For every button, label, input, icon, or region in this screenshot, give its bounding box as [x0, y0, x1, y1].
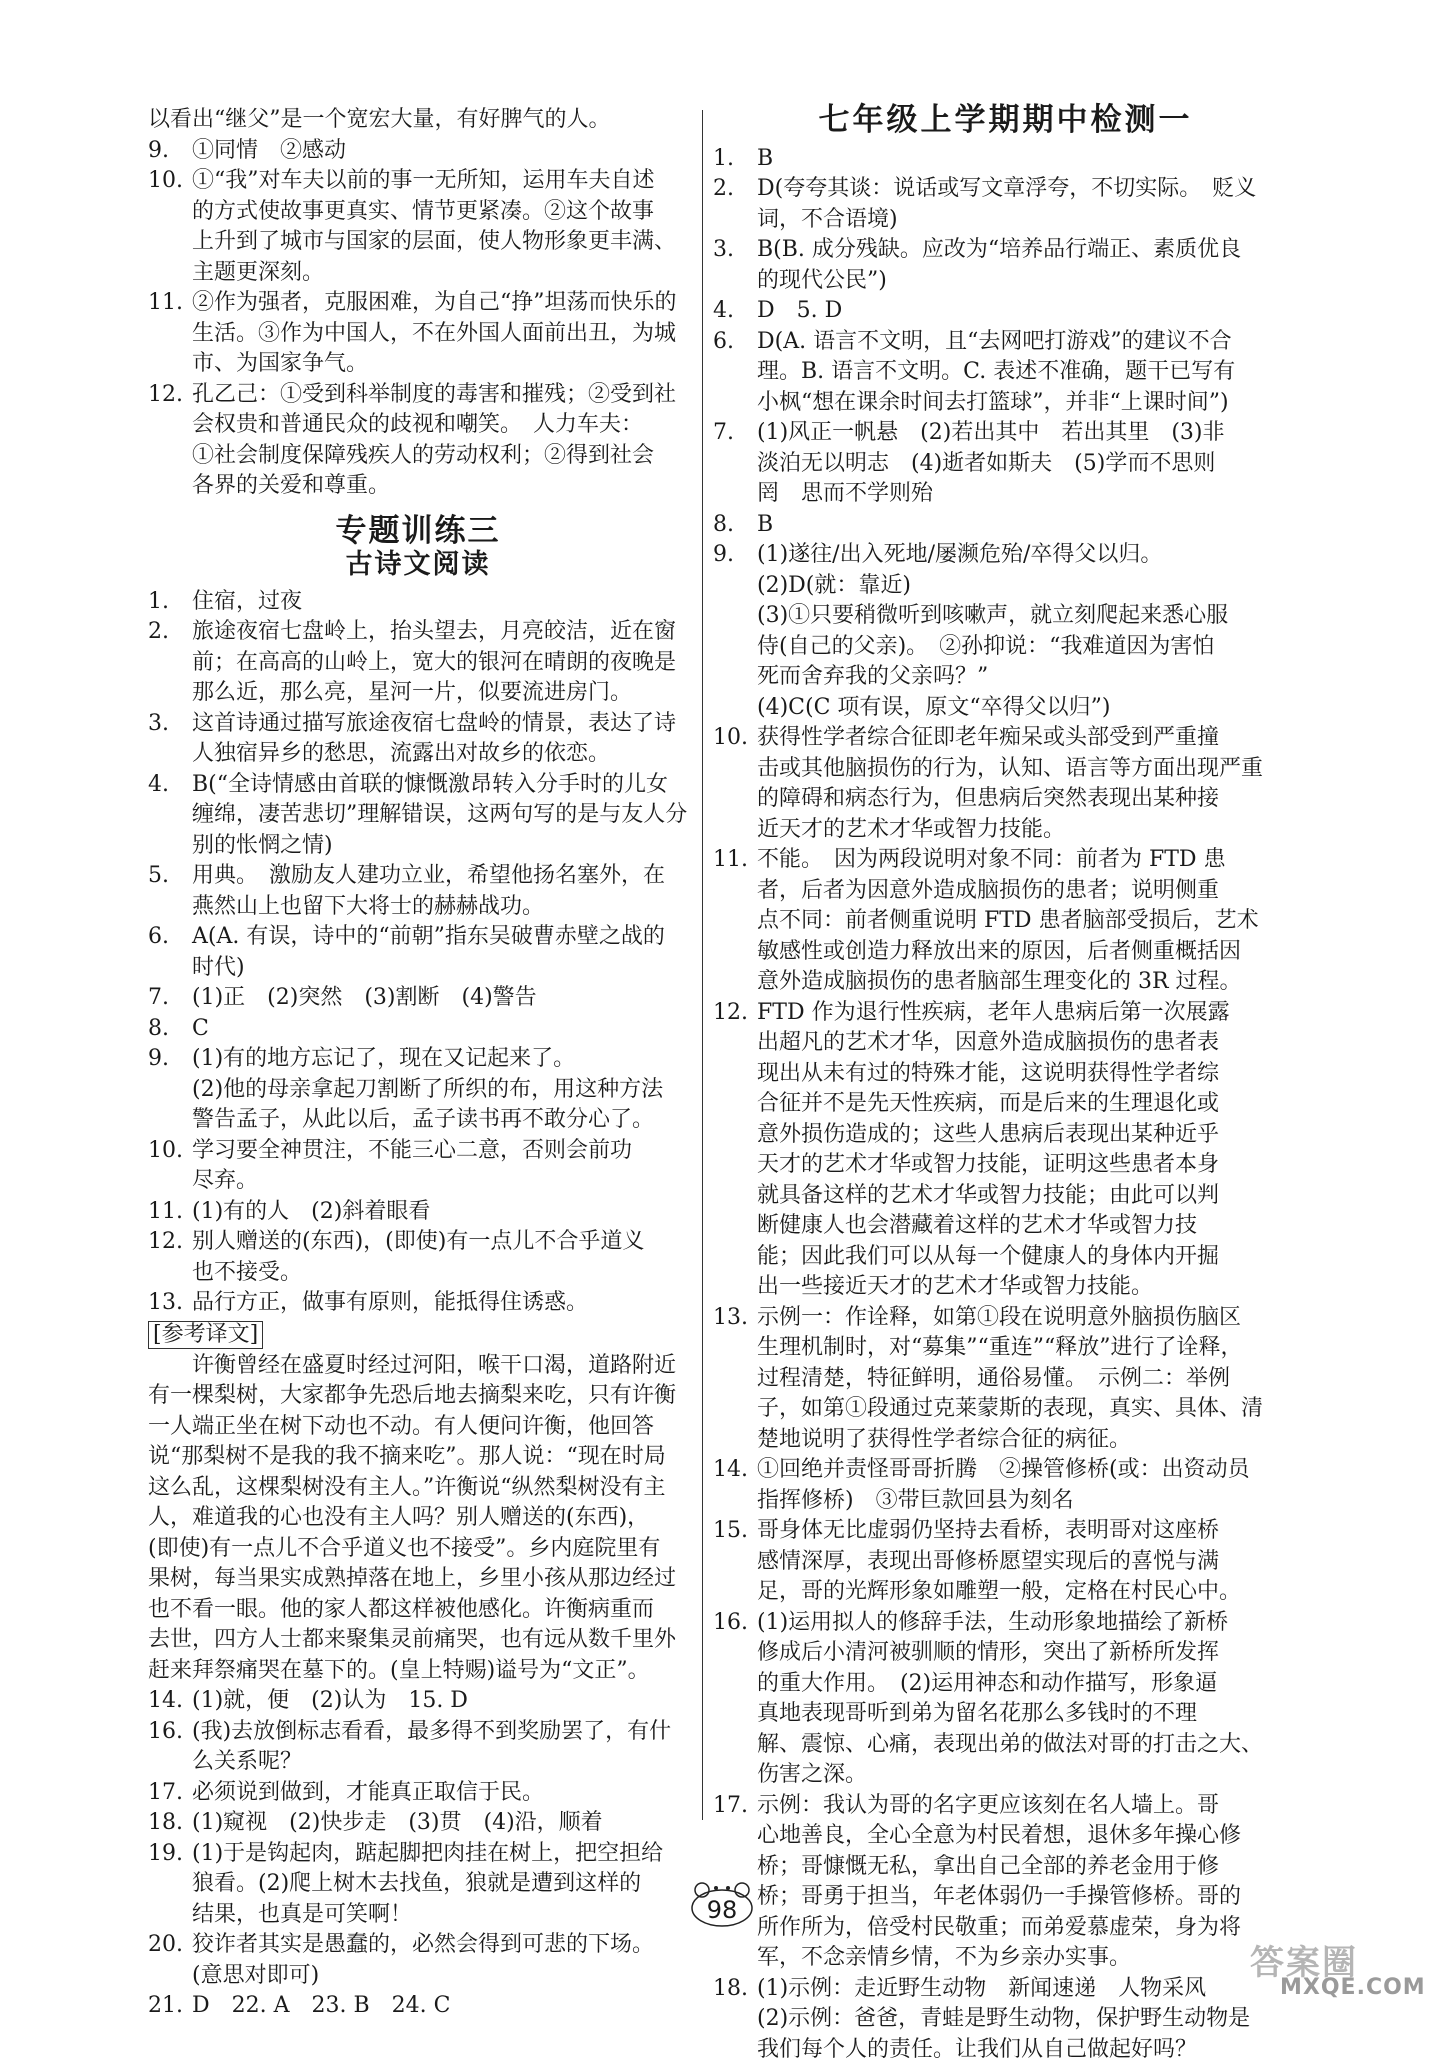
answer-item	[148, 861, 688, 922]
answer-line: 理。B. 语言不文明。C. 表述不准确，题干已写有	[757, 357, 1298, 388]
answer-item	[713, 296, 1298, 327]
answer-line: 时代)	[192, 953, 688, 984]
answer-line: 生理机制时，对“募集”“重连”“释放”进行了诠释，	[757, 1333, 1298, 1364]
answer-line: 的方式使故事更真实、情节更紧凑。②这个故事	[192, 197, 688, 228]
answer-line: (1)遂往/出入死地/屡濒危殆/卒得父以归。	[757, 540, 1298, 571]
answer-line: 尽弃。	[192, 1166, 688, 1197]
answer-line: 市、为国家争气。	[192, 349, 688, 380]
answer-number: 14.	[713, 1455, 757, 1516]
translation-line: 果树，每当果实成熟掉落在地上，乡里小孩从那边经过	[148, 1564, 688, 1595]
answer-text	[757, 1516, 1298, 1608]
answer-line: 示例：我认为哥的名字更应该刻在名人墙上。哥	[757, 1791, 1298, 1822]
answer-text	[757, 1455, 1298, 1516]
answer-item	[148, 1014, 688, 1045]
answer-text	[757, 1791, 1298, 1974]
answer-item	[148, 136, 688, 167]
answer-line: 的障碍和病态行为，但患病后突然表现出某种接	[757, 784, 1298, 815]
answer-line: 用典。 激励友人建功立业，希望他扬名塞外，在	[192, 861, 688, 892]
answer-number: 11.	[148, 1197, 192, 1228]
answer-line: (1)于是钩起肉，踮起脚把肉挂在树上，把空担给	[192, 1839, 688, 1870]
answer-item	[148, 1778, 688, 1809]
answer-item	[713, 174, 1298, 235]
answer-number: 18.	[148, 1808, 192, 1839]
answer-line: (1)有的地方忘记了，现在又记起来了。	[192, 1044, 688, 1075]
answer-text	[757, 418, 1298, 510]
answer-item	[713, 1455, 1298, 1516]
exam-title: 七年级上学期期中检测一	[713, 105, 1298, 136]
answer-text	[757, 174, 1298, 235]
answer-item	[148, 1136, 688, 1197]
answer-text	[192, 380, 688, 502]
answer-text	[192, 1808, 688, 1839]
answer-text	[192, 861, 688, 922]
answer-line: 断健康人也会潜藏着这样的艺术才华或智力技	[757, 1211, 1298, 1242]
answer-line: D(A. 语言不文明，且“去网吧打游戏”的建议不合	[757, 327, 1298, 358]
answer-item	[148, 288, 688, 380]
answer-text	[757, 1974, 1298, 2065]
answer-text	[757, 1608, 1298, 1791]
answer-number: 10.	[148, 1136, 192, 1197]
watermark-logo: 答案圈	[1250, 1935, 1358, 1984]
answer-line: 近天才的艺术才华或智力技能。	[757, 815, 1298, 846]
answer-number: 2.	[148, 617, 192, 709]
answer-line: 人独宿异乡的愁思，流露出对故乡的依恋。	[192, 739, 688, 770]
answer-line: 上升到了城市与国家的层面，使人物形象更丰满、	[192, 227, 688, 258]
answer-text	[757, 1303, 1298, 1456]
answer-line: 也不接受。	[192, 1258, 688, 1289]
answer-line: 示例一：作诠释，如第①段在说明意外脑损伤脑区	[757, 1303, 1298, 1334]
answer-line: ①社会制度保障残疾人的劳动权利；②得到社会	[192, 441, 688, 472]
answer-line: (1)就，便 (2)认为 15. D	[192, 1686, 688, 1717]
answer-line: 心地善良，全心全意为村民着想，退休多年操心修	[757, 1821, 1298, 1852]
answer-line: 旅途夜宿七盘岭上，抬头望去，月亮皎洁，近在窗	[192, 617, 688, 648]
answer-item	[148, 617, 688, 709]
answer-number: 8.	[148, 1014, 192, 1045]
answer-number: 3.	[148, 709, 192, 770]
left-column	[148, 105, 688, 2022]
answer-line: A(A. 有误，诗中的“前朝”指东吴破曹赤壁之战的	[192, 922, 688, 953]
answer-text	[757, 327, 1298, 419]
answer-number: 1.	[713, 144, 757, 175]
answer-line: 的现代公民”)	[757, 266, 1298, 297]
translation-line: (即使)有一点儿不合乎道义也不接受”。乡内庭院里有	[148, 1534, 688, 1565]
answer-line: 就具备这样的艺术才华或智力技能；由此可以判	[757, 1181, 1298, 1212]
answer-line: 修成后小清河被驯顺的情形，突出了新桥所发挥	[757, 1638, 1298, 1669]
answer-number: 9.	[713, 540, 757, 723]
answer-item	[148, 587, 688, 618]
answer-line: 那么近，那么亮，星河一片，似要流进房门。	[192, 678, 688, 709]
answer-number: 4.	[713, 296, 757, 327]
answer-line: 桥；哥勇于担当，年老体弱仍一手操管修桥。哥的	[757, 1882, 1298, 1913]
answer-line: 别的怅惘之情)	[192, 831, 688, 862]
answer-list-b	[148, 587, 688, 1319]
answer-line: (1)窥视 (2)快步走 (3)贯 (4)沿，顺着	[192, 1808, 688, 1839]
section-subtitle: 古诗文阅读	[148, 550, 688, 581]
answer-number: 10.	[148, 166, 192, 288]
answer-text	[757, 845, 1298, 998]
answer-number: 18.	[713, 1974, 757, 2065]
answer-line: 军，不念亲情乡情，不为乡亲办实事。	[757, 1943, 1298, 1974]
answer-text	[192, 1197, 688, 1228]
answer-line: 合征并不是先天性疾病，而是后来的生理退化或	[757, 1089, 1298, 1120]
answer-item	[713, 144, 1298, 175]
answer-line: 会权贵和普通民众的歧视和嘲笑。 人力车夫：	[192, 410, 688, 441]
answer-item	[148, 1717, 688, 1778]
answer-line: 所作所为，倍受村民敬重；而弟爱慕虚荣，身为将	[757, 1913, 1298, 1944]
answer-item	[148, 709, 688, 770]
answer-line: 孔乙己：①受到科举制度的毒害和摧残；②受到社	[192, 380, 688, 411]
intro-line: 以看出“继父”是一个宽宏大量，有好脾气的人。	[148, 105, 688, 136]
answer-line: 能；因此我们可以从每一个健康人的身体内开掘	[757, 1242, 1298, 1273]
answer-line: 的重大作用。 (2)运用神态和动作描写，形象逼	[757, 1669, 1298, 1700]
answer-number: 20.	[148, 1930, 192, 1991]
answer-number: 7.	[713, 418, 757, 510]
answer-line: 真地表现哥听到弟为留名花那么多钱时的不理	[757, 1699, 1298, 1730]
answer-number: 17.	[713, 1791, 757, 1974]
answer-line: 别人赠送的(东西)，(即使)有一点儿不合乎道义	[192, 1227, 688, 1258]
answer-line: 我们每个人的责任。让我们从自己做起好吗？	[757, 2035, 1298, 2065]
answer-line: 必须说到做到，才能真正取信于民。	[192, 1778, 688, 1809]
answer-line: 指挥修桥) ③带巨款回县为刻名	[757, 1486, 1298, 1517]
answer-list-right	[713, 144, 1298, 2065]
answer-line: 品行方正，做事有原则，能抵得住诱惑。	[192, 1288, 688, 1319]
answer-line: 桥；哥慷慨无私，拿出自己全部的养老金用于修	[757, 1852, 1298, 1883]
answer-text	[192, 922, 688, 983]
answer-line: 现出从未有过的特殊才能，这说明获得性学者综	[757, 1059, 1298, 1090]
translation-line: 说“那梨树不是我的我不摘来吃”。那人说：“现在时局	[148, 1442, 688, 1473]
answer-number: 16.	[713, 1608, 757, 1791]
answer-line: 楚地说明了获得性学者综合征的病征。	[757, 1425, 1298, 1456]
answer-line: 狼看。(2)爬上树木去找鱼，狼就是遭到这样的	[192, 1869, 688, 1900]
answer-line: 这首诗通过描写旅途夜宿七盘岭的情景，表达了诗	[192, 709, 688, 740]
answer-line: 击或其他脑损伤的行为，认知、语言等方面出现严重	[757, 754, 1298, 785]
answer-line: 各界的关爱和尊重。	[192, 471, 688, 502]
answer-text	[192, 983, 688, 1014]
answer-line: ①“我”对车夫以前的事一无所知，运用车夫自述	[192, 166, 688, 197]
answer-line: (3)①只要稍微听到咳嗽声，就立刻爬起来悉心服	[757, 601, 1298, 632]
answer-line: 感情深厚，表现出哥修桥愿望实现后的喜悦与满	[757, 1547, 1298, 1578]
translation-line: 这么乱，这棵梨树没有主人。”许衡说“纵然梨树没有主	[148, 1473, 688, 1504]
answer-item	[713, 235, 1298, 296]
answer-line: (1)有的人 (2)斜着眼看	[192, 1197, 688, 1228]
answer-text	[192, 1930, 688, 1991]
answer-line: (4)C(C 项有误，原文“卒得父以归”)	[757, 693, 1298, 724]
answer-item	[148, 380, 688, 502]
answer-line: B(“全诗情感由首联的慷慨激昂转入分手时的儿女	[192, 770, 688, 801]
answer-line: 不能。 因为两段说明对象不同：前者为 FTD 患	[757, 845, 1298, 876]
answer-text	[757, 296, 1298, 327]
answer-line: 缠绵，凄苦悲切”理解错误，这两句写的是与友人分	[192, 800, 688, 831]
answer-line: (意思对即可)	[192, 1961, 688, 1992]
answer-text	[757, 235, 1298, 296]
answer-text	[192, 587, 688, 618]
reference-translation-tag: [参考译文]	[148, 1321, 263, 1349]
answer-item	[148, 1044, 688, 1136]
answer-number: 9.	[148, 1044, 192, 1136]
answer-item	[713, 845, 1298, 998]
answer-line: 前；在高高的山岭上，宽大的银河在晴朗的夜晚是	[192, 648, 688, 679]
answer-line: (2)他的母亲拿起刀割断了所织的布，用这种方法	[192, 1075, 688, 1106]
answer-text	[192, 1717, 688, 1778]
answer-number: 7.	[148, 983, 192, 1014]
translation-line: 许衡曾经在盛夏时经过河阳，喉干口渴，道路附近	[148, 1351, 688, 1382]
answer-line: 点不同：前者侧重说明 FTD 患者脑部受损后，艺术	[757, 906, 1298, 937]
answer-line: 罔 思而不学则殆	[757, 479, 1298, 510]
answer-item	[148, 1839, 688, 1931]
answer-line: D 5. D	[757, 296, 1298, 327]
answer-line: 警告孟子，从此以后，孟子读书再不敢分心了。	[192, 1105, 688, 1136]
answer-number: 15.	[713, 1516, 757, 1608]
answer-item	[713, 510, 1298, 541]
right-column	[713, 105, 1298, 2065]
answer-number: 11.	[148, 288, 192, 380]
answer-line: 者，后者为因意外造成脑损伤的患者；说明侧重	[757, 876, 1298, 907]
answer-line: (2)示例：爸爸，青蛙是野生动物，保护野生动物是	[757, 2004, 1298, 2035]
answer-item	[713, 1608, 1298, 1791]
answer-line: 出超凡的艺术才华，因意外造成脑损伤的患者表	[757, 1028, 1298, 1059]
answer-item	[148, 1197, 688, 1228]
answer-text	[757, 144, 1298, 175]
reference-translation	[148, 1351, 688, 1687]
answer-item	[713, 1791, 1298, 1974]
answer-line: B(B. 成分残缺。应改为“培养品行端正、素质优良	[757, 235, 1298, 266]
answer-number: 19.	[148, 1839, 192, 1931]
answer-line: 天才的艺术才华或智力技能，证明这些患者本身	[757, 1150, 1298, 1181]
answer-line: ①回绝并责怪哥哥折腾 ②操管修桥(或：出资动员	[757, 1455, 1298, 1486]
answer-line: 小枫“想在课余时间去打篮球”，并非“上课时间”)	[757, 388, 1298, 419]
answer-line: 么关系呢？	[192, 1747, 688, 1778]
answer-text	[192, 770, 688, 862]
answer-item	[713, 1303, 1298, 1456]
answer-number: 13.	[148, 1288, 192, 1319]
answer-text	[757, 723, 1298, 845]
answer-line: 狡诈者其实是愚蠢的，必然会得到可悲的下场。	[192, 1930, 688, 1961]
answer-item	[148, 1930, 688, 1991]
answer-number: 17.	[148, 1778, 192, 1809]
watermark-url: MXQE.COM	[1280, 1975, 1426, 2000]
answer-number: 13.	[713, 1303, 757, 1456]
answer-text	[757, 540, 1298, 723]
answer-item	[713, 998, 1298, 1303]
answer-number: 2.	[713, 174, 757, 235]
answer-number: 10.	[713, 723, 757, 845]
answer-line: 结果，也真是可笑啊！	[192, 1900, 688, 1931]
answer-text	[757, 998, 1298, 1303]
answer-text	[192, 1778, 688, 1809]
answer-text	[192, 1288, 688, 1319]
answer-line: 意外损伤造成的；这些人患病后表现出某种近乎	[757, 1120, 1298, 1151]
answer-list-a	[148, 136, 688, 502]
answer-line: C	[192, 1014, 688, 1045]
answer-number: 5.	[148, 861, 192, 922]
answer-item	[713, 540, 1298, 723]
translation-line: 赶来拜祭痛哭在墓下的。(皇上特赐)谥号为“文正”。	[148, 1656, 688, 1687]
answer-text	[192, 709, 688, 770]
answer-number: 16.	[148, 1717, 192, 1778]
answer-text	[192, 1044, 688, 1136]
answer-text	[757, 510, 1298, 541]
page-number: 98	[686, 1896, 758, 1924]
answer-text	[192, 617, 688, 709]
answer-line: D 22. A 23. B 24. C	[192, 1991, 688, 2022]
answer-line: (1)运用拟人的修辞手法，生动形象地描绘了新桥	[757, 1608, 1298, 1639]
answer-item	[713, 418, 1298, 510]
answer-item	[713, 327, 1298, 419]
answer-text	[192, 1991, 688, 2022]
answer-line: 侍(自己的父亲)。 ②孙抑说：“我难道因为害怕	[757, 632, 1298, 663]
answer-line: ①同情 ②感动	[192, 136, 688, 167]
answer-number: 1.	[148, 587, 192, 618]
answer-item	[148, 770, 688, 862]
answer-line: 出一些接近天才的艺术才华或智力技能。	[757, 1272, 1298, 1303]
answer-number: 4.	[148, 770, 192, 862]
answer-item	[148, 166, 688, 288]
answer-line: 生活。③作为中国人，不在外国人面前出丑，为城	[192, 319, 688, 350]
translation-line: 一人端正坐在树下动也不动。有人便问许衡，他回答	[148, 1412, 688, 1443]
translation-line: 有一棵梨树，大家都争先恐后地去摘梨来吃，只有许衡	[148, 1381, 688, 1412]
answer-text	[192, 166, 688, 288]
answer-item	[148, 1227, 688, 1288]
answer-line: 过程清楚，特征鲜明，通俗易懂。 示例二：举例	[757, 1364, 1298, 1395]
answer-text	[192, 1136, 688, 1197]
page-number-badge	[686, 1878, 758, 1928]
translation-line: 人，难道我的心也没有主人吗？别人赠送的(东西)，	[148, 1503, 688, 1534]
answer-item	[148, 1288, 688, 1319]
answer-number: 3.	[713, 235, 757, 296]
answer-item	[713, 723, 1298, 845]
answer-number: 8.	[713, 510, 757, 541]
answer-text	[192, 1227, 688, 1288]
answer-line: 词，不合语境)	[757, 205, 1298, 236]
answer-number: 12.	[148, 380, 192, 502]
translation-line: 也不看一眼。他的家人都这样被他感化。许衡病重而	[148, 1595, 688, 1626]
answer-line: 子，如第①段通过克莱蒙斯的表现，真实、具体、清	[757, 1394, 1298, 1425]
answer-line: FTD 作为退行性疾病，老年人患病后第一次展露	[757, 998, 1298, 1029]
answer-line: 燕然山上也留下大将士的赫赫战功。	[192, 892, 688, 923]
answer-line: ②作为强者，克服困难，为自己“挣”坦荡而快乐的	[192, 288, 688, 319]
answer-line: 学习要全神贯注，不能三心二意，否则会前功	[192, 1136, 688, 1167]
answer-number: 11.	[713, 845, 757, 998]
answer-line: (2)D(就：靠近)	[757, 571, 1298, 602]
answer-line: D(夸夸其谈：说话或写文章浮夸，不切实际。 贬义	[757, 174, 1298, 205]
answer-item	[148, 922, 688, 983]
answer-line: 获得性学者综合征即老年痴呆或头部受到严重撞	[757, 723, 1298, 754]
answer-line: B	[757, 144, 1298, 175]
answer-number: 12.	[148, 1227, 192, 1288]
answer-line: (1)正 (2)突然 (3)割断 (4)警告	[192, 983, 688, 1014]
answer-line: (我)去放倒标志看看，最多得不到奖励罢了，有什	[192, 1717, 688, 1748]
answer-line: B	[757, 510, 1298, 541]
column-divider	[702, 110, 703, 1820]
answer-item	[148, 1686, 688, 1717]
answer-number: 12.	[713, 998, 757, 1303]
answer-line: 解、震惊、心痛，表现出弟的做法对哥的打击之大、	[757, 1730, 1298, 1761]
answer-item	[713, 1516, 1298, 1608]
answer-item	[148, 1991, 688, 2022]
answer-line: 敏感性或创造力释放出来的原因，后者侧重概括因	[757, 937, 1298, 968]
answer-number: 9.	[148, 136, 192, 167]
answer-line: 足，哥的光辉形象如雕塑一般，定格在村民心中。	[757, 1577, 1298, 1608]
section-title: 专题训练三	[148, 516, 688, 547]
answer-text	[192, 136, 688, 167]
answer-line: 意外造成脑损伤的患者脑部生理变化的 3R 过程。	[757, 967, 1298, 998]
answer-text	[192, 1839, 688, 1931]
answer-line: (1)风正一帆悬 (2)若出其中 若出其里 (3)非	[757, 418, 1298, 449]
answer-item	[713, 1974, 1298, 2065]
answer-text	[192, 288, 688, 380]
translation-line: 去世，四方人士都来聚集灵前痛哭，也有远从数千里外	[148, 1625, 688, 1656]
answer-text	[192, 1686, 688, 1717]
answer-number: 21.	[148, 1991, 192, 2022]
answer-line: 哥身体无比虚弱仍坚持去看桥，表明哥对这座桥	[757, 1516, 1298, 1547]
answer-line: 伤害之深。	[757, 1760, 1298, 1791]
answer-line: 死而舍弃我的父亲吗？”	[757, 662, 1298, 693]
answer-line: 主题更深刻。	[192, 258, 688, 289]
answer-number: 6.	[148, 922, 192, 983]
answer-item	[148, 1808, 688, 1839]
answer-number: 14.	[148, 1686, 192, 1717]
answer-line: 住宿，过夜	[192, 587, 688, 618]
answer-line: 淡泊无以明志 (4)逝者如斯夫 (5)学而不思则	[757, 449, 1298, 480]
answer-item	[148, 983, 688, 1014]
answer-line: (1)示例：走近野生动物 新闻速递 人物采风	[757, 1974, 1298, 2005]
answer-text	[192, 1014, 688, 1045]
answer-number: 6.	[713, 327, 757, 419]
answer-list-c	[148, 1686, 688, 2022]
